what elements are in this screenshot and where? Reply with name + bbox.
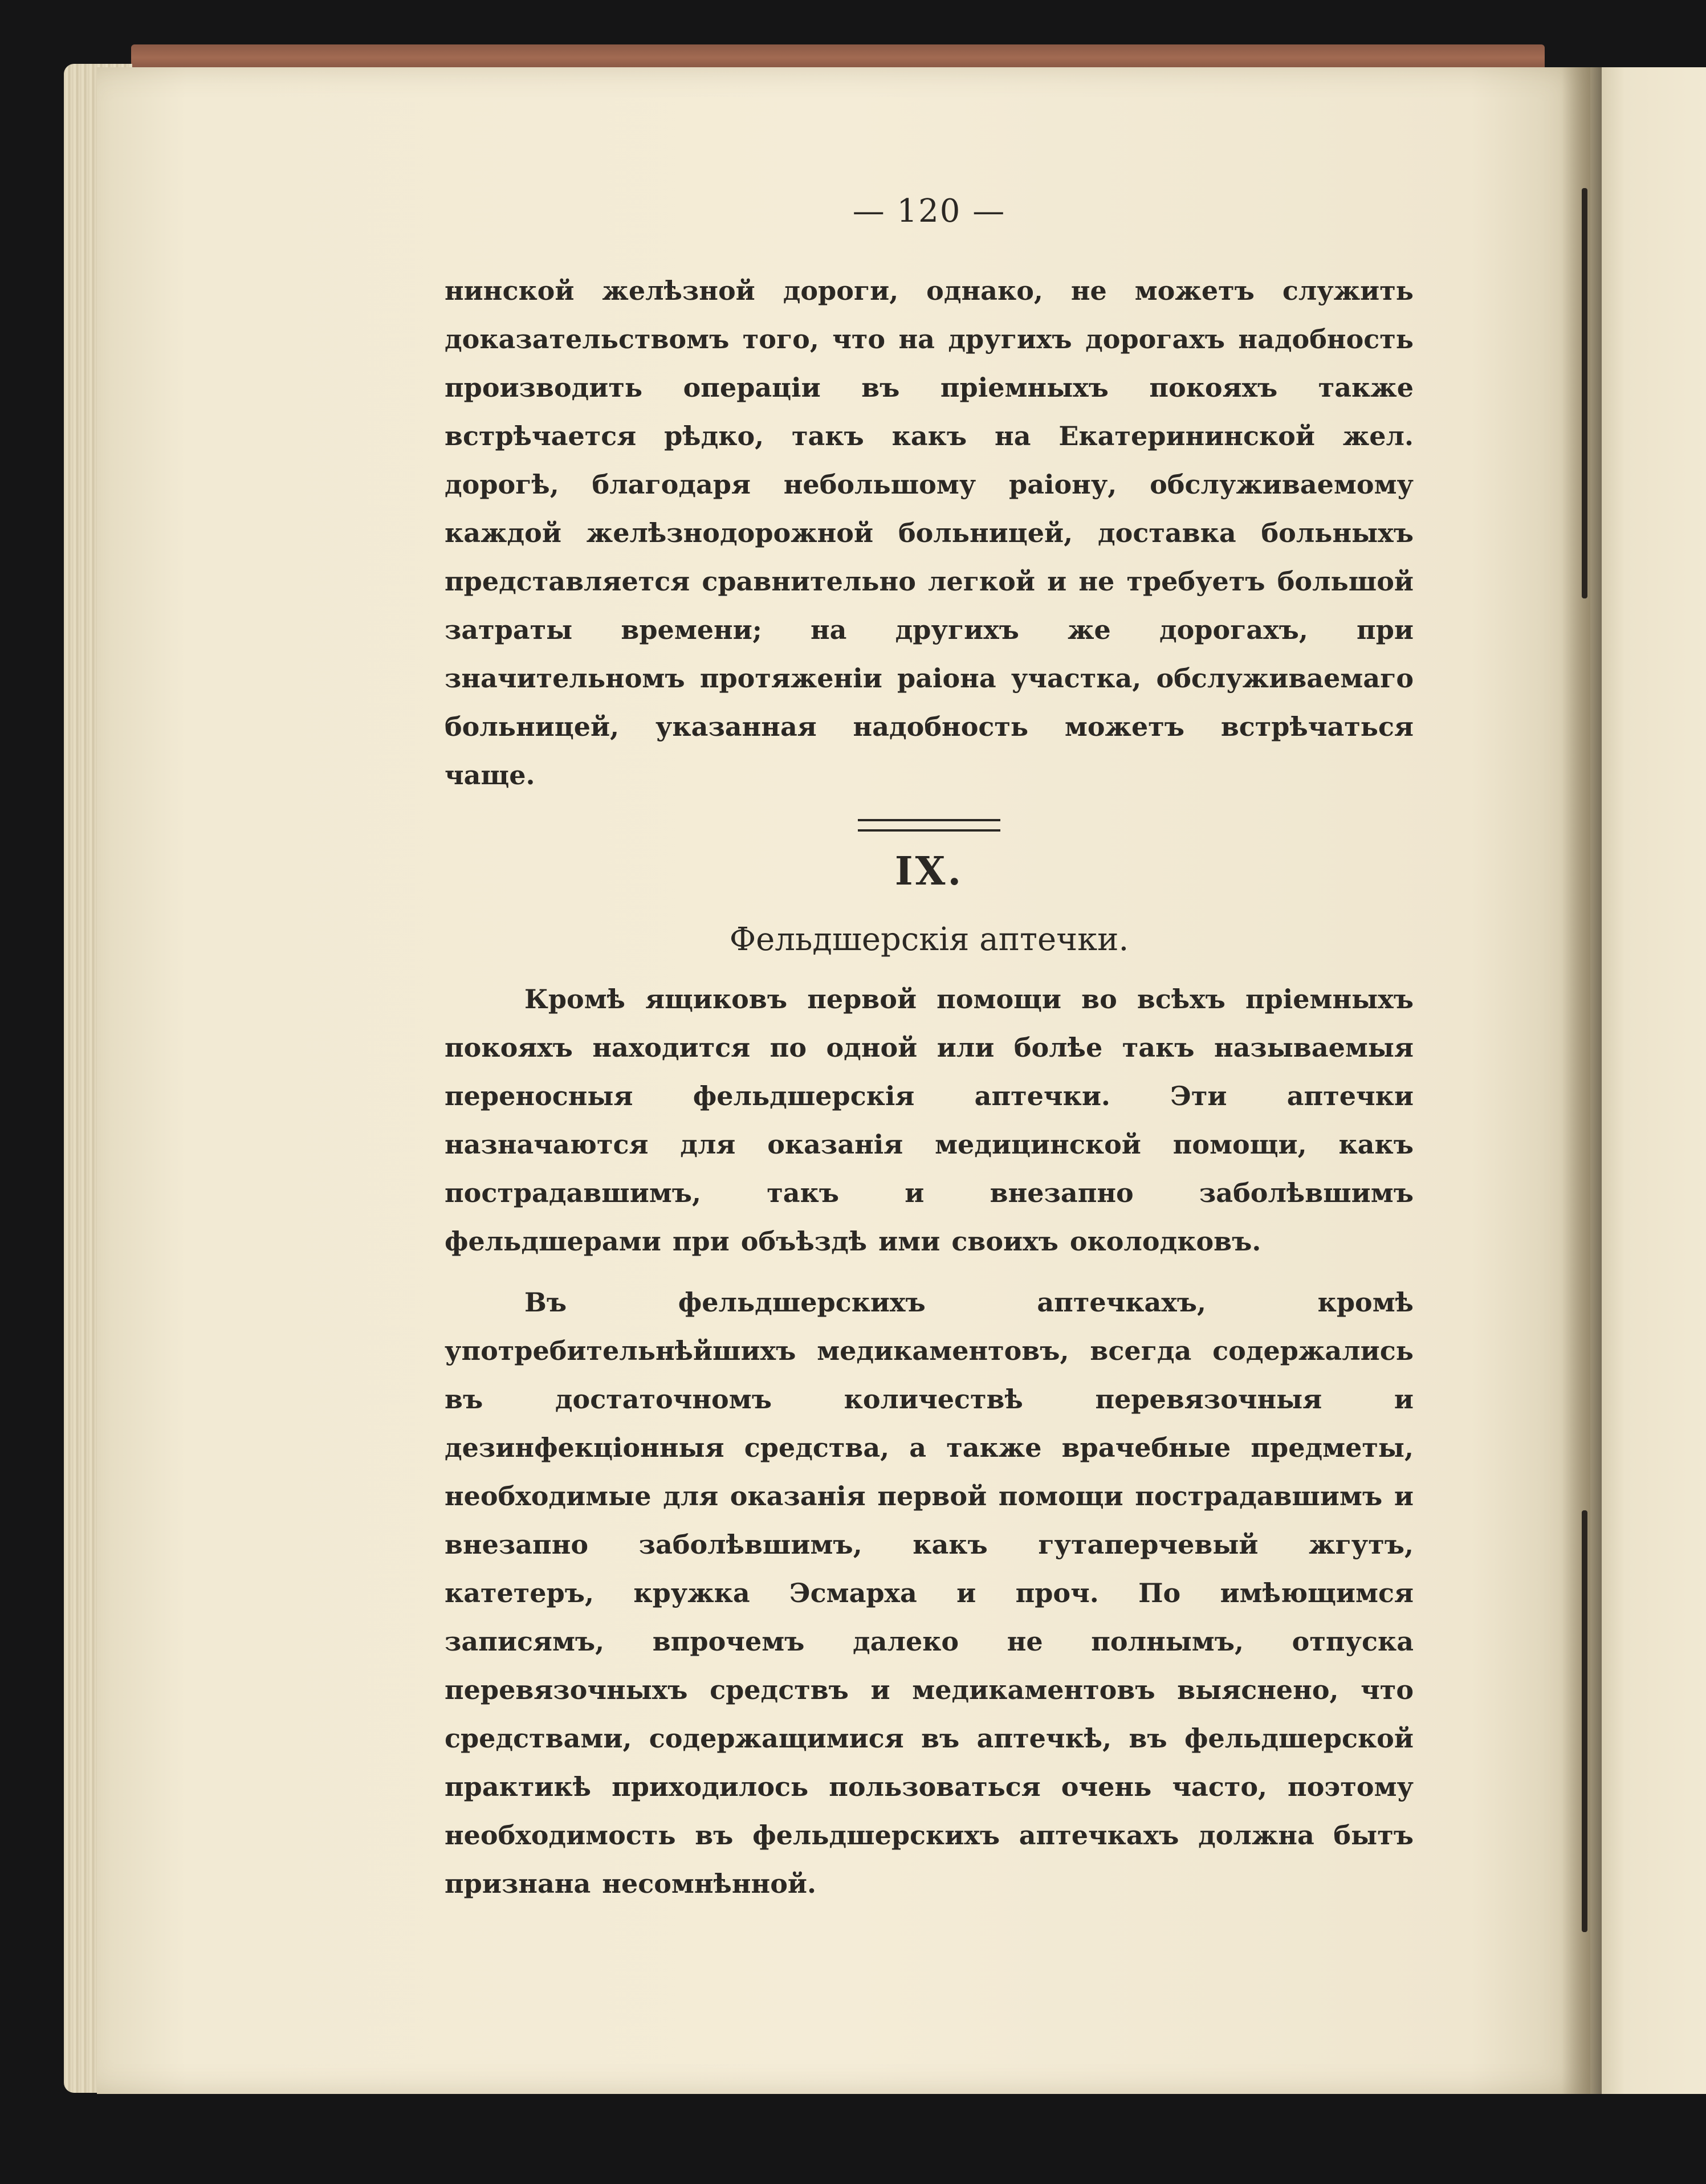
section-divider [858, 819, 1000, 832]
continuation-paragraph: нинской желѣзной дороги, однако, не можетъ служить доказательствомъ того, что на другихъ дорогахъ надобность производить операціи въ пріемныхъ покояхъ также встрѣчается рѣдко, такъ какъ на Екатерининской жел. дорогѣ, благодаря небольшому раіону, обслуживаемому каждой желѣзнодорожной больницей, доставка больныхъ представляется сравнительно легкой и не требуетъ большой затраты времени; на другихъ же дорогахъ, при значительномъ протяженіи раіона участка, обслуживаемаго больницей, указанная надобность можетъ встрѣчаться чаще. [445, 275, 1414, 791]
facing-page [1590, 67, 1706, 2094]
page-text [445, 267, 1414, 1908]
binding-thread [1582, 1510, 1587, 1932]
page-number: — 120 — [852, 193, 1006, 230]
paragraph: Кромѣ ящиковъ первой помощи во всѣхъ пріемныхъ покояхъ находится по одной или болѣе такъ называемыя переносныя фельдшерскія аптечки. Эти аптечки назначаются для оказанія медицинской помощи, какъ пострадавшимъ, такъ и внезапно заболѣвшимъ фельдшерами при объѣздѣ ими своихъ околодковъ. [445, 984, 1414, 1257]
chapter-title: Фельдшерскія аптечки. [729, 921, 1129, 958]
chapter-number: IX. [894, 849, 964, 894]
binding-thread [1582, 188, 1587, 598]
paragraph: Въ фельдшерскихъ аптечкахъ, кромѣ употребительнѣйшихъ медикаментовъ, всегда содержались въ достаточномъ количествѣ перевязочныя и дезинфекціонныя средства, а также врачебные предметы, необходимые для оказанія первой помощи пострадавшимъ и внезапно заболѣвшимъ, какъ гутаперчевый жгутъ, катетеръ, кружка Эсмарха и проч. По имѣющимся записямъ, впрочемъ далеко не полнымъ, отпуска перевязочныхъ средствъ и медикаментовъ выяснено, что средствами, содержащимися въ аптечкѣ, въ фельдшерской практикѣ приходилось пользоваться очень часто, поэтому необходимость въ фельдшерскихъ аптечкахъ должна бытъ признана несомнѣнной. [445, 1287, 1414, 1899]
